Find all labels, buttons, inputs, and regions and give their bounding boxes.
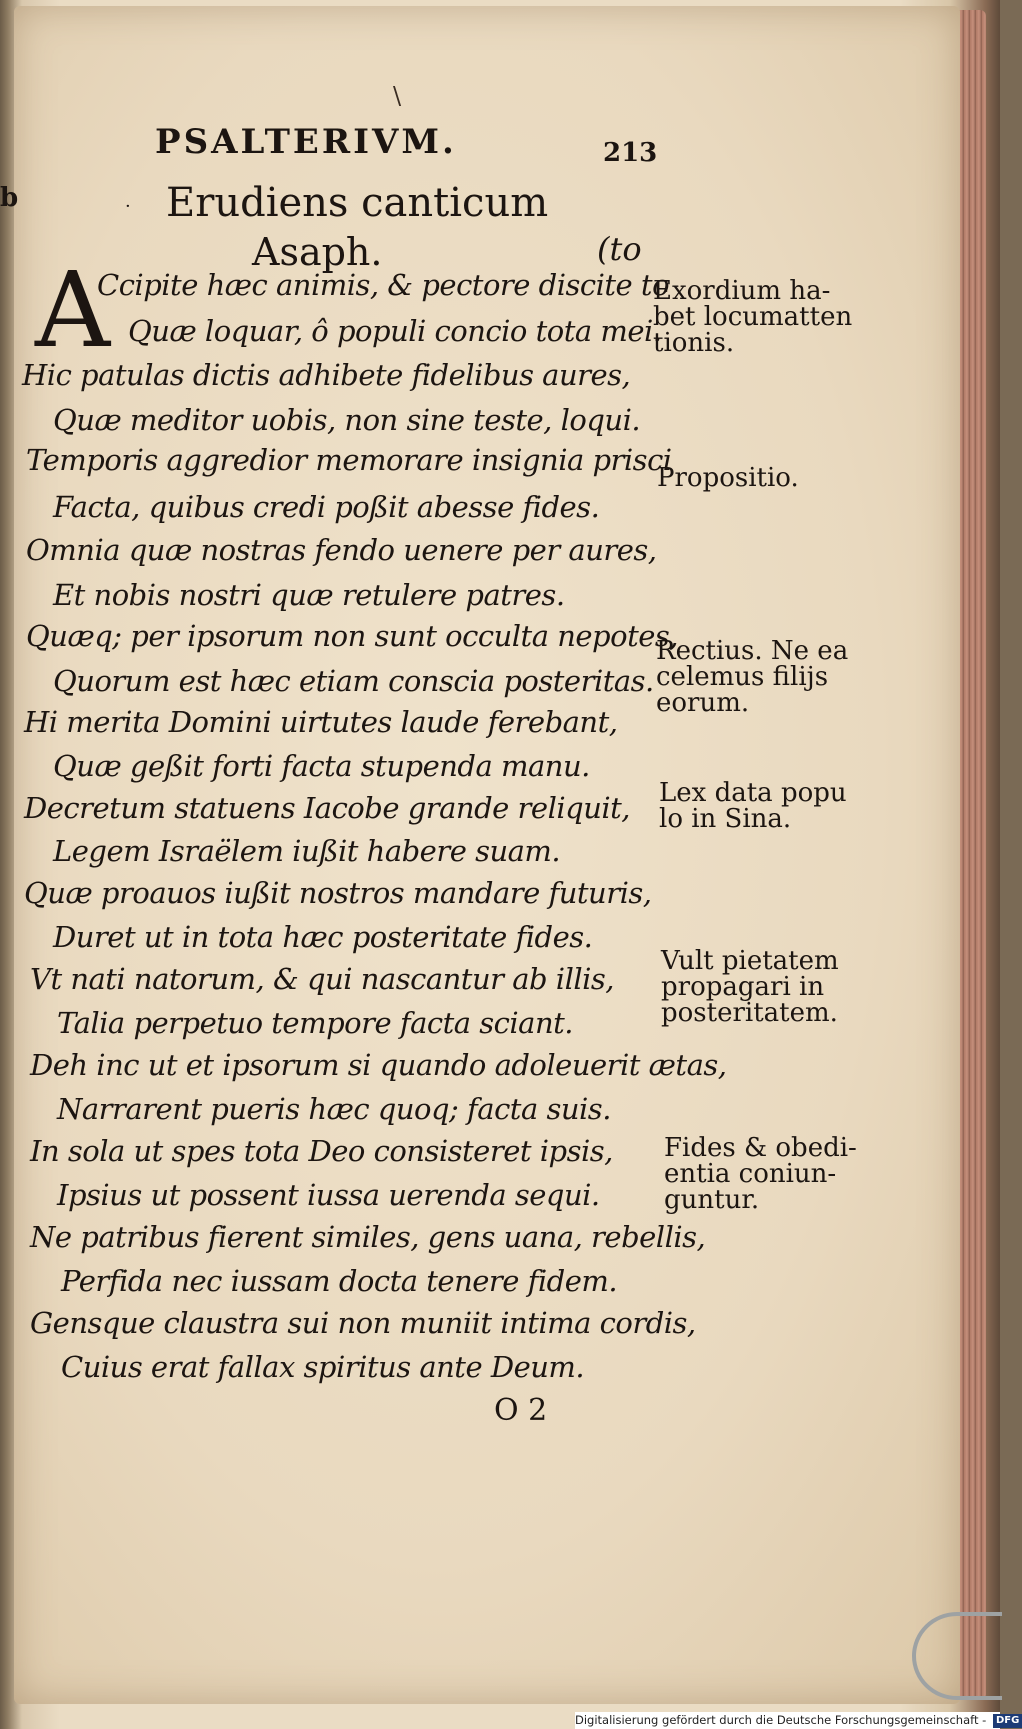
margin-note-line: propagari in <box>661 972 825 1002</box>
title-bullet: · <box>125 196 131 217</box>
footer-credit: Digitalisierung gefördert durch die Deutsche Forschungsgemeinschaft - <box>575 1713 987 1727</box>
verse-line: Vt nati natorum, & qui nascantur ab illis, <box>30 962 614 996</box>
stray-mark: \ <box>393 82 402 110</box>
margin-note-line: lo in Sina. <box>659 804 792 834</box>
verse-line: Duret ut in tota hæc posteritate fides. <box>53 920 593 954</box>
drop-cap: A <box>35 249 111 371</box>
verse-line: Omnia quæ nostras fendo uenere per aures, <box>26 533 657 567</box>
margin-note-line: Vult pietatem <box>661 946 839 976</box>
verse-line: In sola ut spes tota Deo consisteret ipsis, <box>30 1134 613 1168</box>
verse-line: Quæ geßit forti facta stupenda manu. <box>53 749 590 783</box>
verse-line: Et nobis nostri quæ retulere patres. <box>53 578 565 612</box>
margin-note-line: bet locumatten <box>653 302 853 332</box>
margin-note <box>656 638 848 716</box>
verse-line: Legem Israëlem iußit habere suam. <box>53 834 561 868</box>
verse-line: Quæ proauos iußit nostros mandare futuris, <box>24 876 652 910</box>
page-clip <box>912 1612 1002 1700</box>
verse-line: Decretum statuens Iacobe grande reliquit, <box>24 791 631 825</box>
dfg-logo: DFG <box>993 1714 1022 1728</box>
verse-line: Quæ meditor uobis, non sine teste, loqui. <box>53 403 641 437</box>
margin-note-line: Fides & obedi- <box>664 1133 857 1163</box>
title-catchword: (to <box>597 230 642 268</box>
verse-line: Quæ loquar, ô populi concio tota mei. <box>128 314 662 348</box>
verse-line: Quorum est hæc etiam conscia posteritas. <box>53 664 654 698</box>
margin-note <box>659 780 847 832</box>
margin-note-line: Propositio. <box>657 463 799 493</box>
verse-line: Perfida nec iussam docta tenere fidem. <box>61 1264 618 1298</box>
margin-note <box>653 278 852 356</box>
verse-line: Ccipite hæc animis, & pectore discite to <box>97 268 670 302</box>
verse-line: Cuius erat fallax spiritus ante Deum. <box>61 1350 585 1384</box>
margin-note-line: Rectius. Ne ea <box>656 636 849 666</box>
margin-note-line: posteritatem. <box>661 998 838 1028</box>
verse-line: Deh inc ut et ipsorum si quando adoleuerit ætas, <box>30 1048 727 1082</box>
margin-note-line: entia coniun- <box>664 1159 837 1189</box>
psalm-title-line-1: Erudiens canticum <box>166 180 549 226</box>
margin-note-line: tionis. <box>653 328 735 358</box>
page-number: 213 <box>603 138 658 168</box>
margin-note-line: Lex data popu <box>659 778 847 808</box>
verse-line: Facta, quibus credi poßit abesse fides. <box>53 490 600 524</box>
verse-line: Hic patulas dictis adhibete fidelibus aures, <box>22 358 631 392</box>
margin-note-line: celemus filijs <box>656 662 829 692</box>
verse-line: Quæq; per ipsorum non sunt occulta nepotes, <box>26 619 678 653</box>
page-edge <box>958 10 986 1700</box>
verse-line: Ipsius ut possent iussa uerenda sequi. <box>57 1178 600 1212</box>
margin-note-line: Exordium ha- <box>653 276 831 306</box>
verse-line: Hi merita Domini uirtutes laude ferebant, <box>24 705 618 739</box>
margin-note <box>664 1135 857 1213</box>
verse-line: Narrarent pueris hæc quoq; facta suis. <box>57 1092 611 1126</box>
margin-note <box>661 948 839 1026</box>
digitization-footer <box>575 1712 1020 1729</box>
left-margin-mark: b <box>0 183 19 213</box>
running-head: PSALTERIVM. <box>155 122 457 162</box>
margin-note-line: guntur. <box>664 1185 760 1215</box>
verse-line: Temporis aggredior memorare insignia prisci <box>26 443 672 477</box>
margin-note-line: eorum. <box>656 688 750 718</box>
psalm-title-line-2: Asaph. <box>252 230 383 274</box>
verse-line: Ne patribus fierent similes, gens uana, rebellis, <box>30 1220 706 1254</box>
signature-mark: O 2 <box>494 1393 548 1428</box>
verse-line: Talia perpetuo tempore facta sciant. <box>57 1006 574 1040</box>
verse-line: Gensque claustra sui non muniit intima cordis, <box>30 1306 696 1340</box>
margin-note <box>657 465 799 491</box>
